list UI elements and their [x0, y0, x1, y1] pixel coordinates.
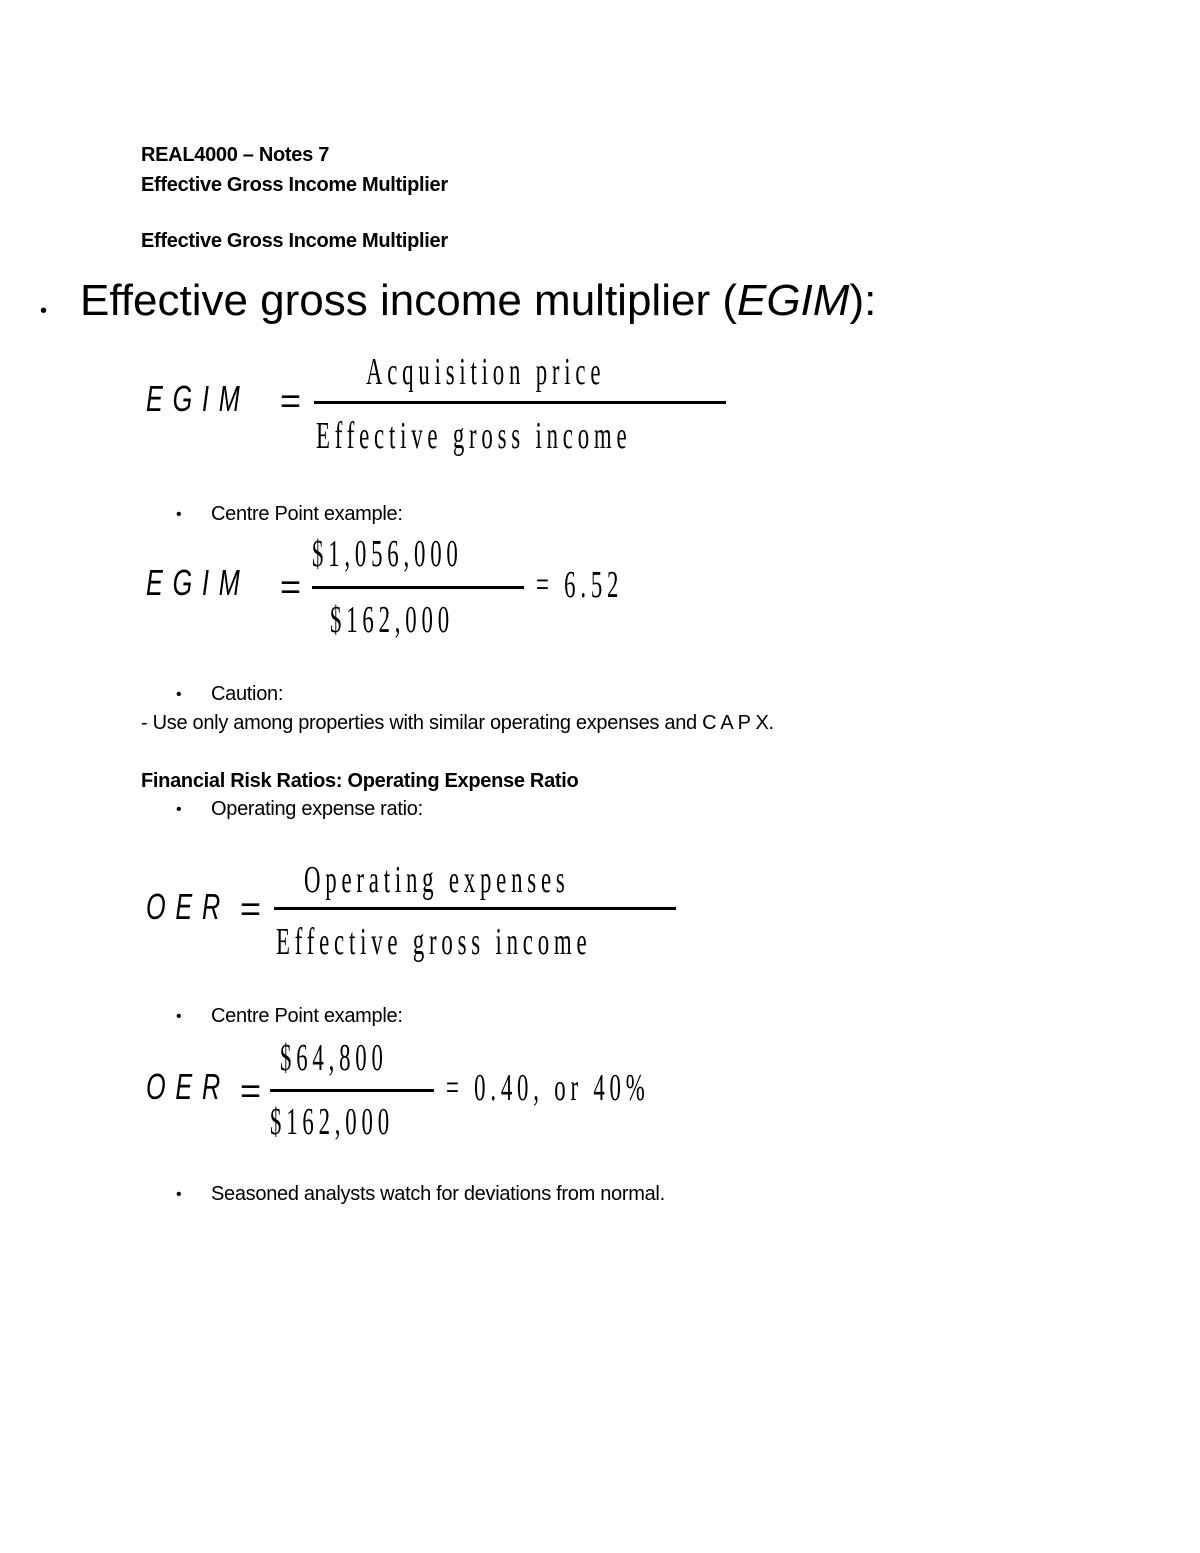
egim-example-equals: = — [280, 566, 302, 607]
egim-formula-equals: = — [280, 380, 302, 421]
egim-example-result: = 6.52 — [536, 564, 624, 606]
egim-example-lhs: EGIM — [146, 562, 250, 603]
bullet-dot-icon: • — [176, 686, 182, 703]
oer-example-numerator: $64,800 — [280, 1037, 388, 1079]
oer-example-equals: = — [240, 1070, 262, 1111]
egim-formula-fraction-bar — [314, 401, 726, 404]
oer-formula-numerator: Operating expenses — [304, 859, 570, 901]
caution-label: Caution: — [211, 683, 284, 705]
oer-formula-equals: = — [240, 888, 262, 929]
egim-example-label: Centre Point example: — [211, 503, 403, 525]
bullet-dot-icon: • — [176, 801, 182, 818]
bullet-dot-icon: • — [176, 1186, 182, 1203]
egim-formula-numerator: Acquisition price — [366, 351, 606, 393]
section-title: Effective Gross Income Multiplier — [141, 230, 448, 252]
bullet-dot-icon: • — [176, 506, 182, 523]
oer-example-result: = 0.40, or 40% — [446, 1067, 650, 1109]
oer-example-lhs: OER — [146, 1066, 231, 1107]
oer-section-title: Financial Risk Ratios: Operating Expense Ratio — [141, 770, 579, 792]
egim-example-fraction-bar — [312, 586, 524, 589]
egim-formula-denominator: Effective gross income — [316, 415, 632, 457]
oer-example-denominator: $162,000 — [270, 1101, 394, 1143]
bullet-dot-icon: • — [40, 300, 48, 322]
oer-label: Operating expense ratio: — [211, 798, 423, 820]
oer-example-label: Centre Point example: — [211, 1005, 403, 1027]
course-title: REAL4000 – Notes 7 — [141, 144, 330, 166]
oer-example-fraction-bar — [270, 1089, 434, 1092]
egim-formula-lhs: EGIM — [146, 378, 250, 419]
page-subtitle: Effective Gross Income Multiplier — [141, 174, 448, 196]
caution-note: - Use only among properties with similar operating expenses and C A P X. — [141, 712, 774, 734]
egim-example-numerator: $1,056,000 — [312, 533, 463, 575]
bullet-dot-icon: • — [176, 1008, 182, 1025]
oer-formula-lhs: OER — [146, 886, 231, 927]
main-heading: Effective gross income multiplier (EGIM): — [80, 276, 877, 325]
oer-formula-denominator: Effective gross income — [276, 921, 592, 963]
oer-formula-fraction-bar — [274, 907, 676, 910]
closing-note: Seasoned analysts watch for deviations from normal. — [211, 1183, 665, 1205]
egim-example-denominator: $162,000 — [330, 599, 454, 641]
